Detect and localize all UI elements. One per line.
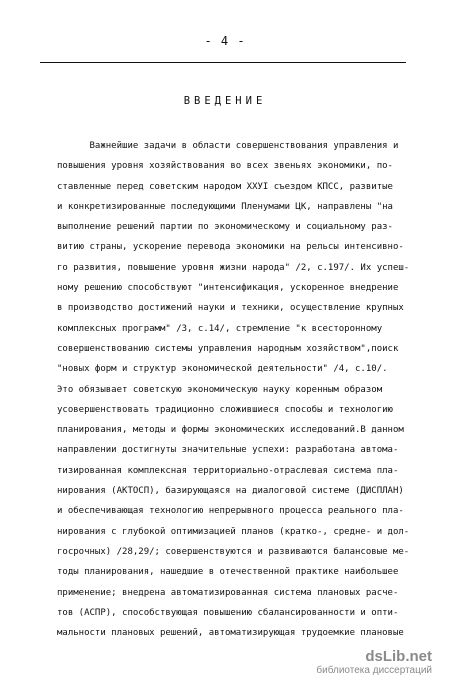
text-line: "новых форм и структур экономической деятельности" /4, с.10/. xyxy=(57,364,388,375)
text-line: Важнейшие задачи в области совершенствования управления и xyxy=(57,141,399,151)
text-line: го развития, повышение уровня жизни народа" /2, с.197/. Их успеш- xyxy=(57,262,410,273)
text-line: тов (АСПР), способствующая повышению сбалансированности и опти- xyxy=(57,607,399,618)
text-line: в производство достижений науки и техники, осуществление крупных xyxy=(57,303,404,314)
text-line: и обеспечивающая технологию непрерывного процесса реального пла- xyxy=(57,506,404,517)
text-line: комплексных программ" /3, с.14/, стремление "к всесторонному xyxy=(57,323,383,334)
text-line: выполнение решений партии по экономическому и социальному раз- xyxy=(57,222,393,233)
text-line: ному решению способствуют "интенсификация, ускоренное внедрение xyxy=(57,283,399,294)
watermark-caption: библиотека диссертаций xyxy=(316,665,432,676)
text-line: и конкретизированные последующими Пленумами ЦК, направлены "на xyxy=(57,201,393,212)
text-line: нирования с глубокой оптимизацией планов (кратко-, средне- и дол- xyxy=(57,526,410,537)
text-line: Это обязывает советскую экономическую науку коренным образом xyxy=(57,384,383,395)
text-line: планирования, методы и формы экономических исследований.В данном xyxy=(57,425,404,436)
body-text xyxy=(57,136,427,643)
header-divider xyxy=(40,62,406,63)
page-number: - 4 - xyxy=(204,34,246,48)
text-line: повышения уровня хозяйствования во всех звеньях экономики, по- xyxy=(57,161,393,172)
section-heading: ВВЕДЕНИЕ xyxy=(183,95,267,107)
text-line: мальности плановых решений, автоматизирующая трудоемкие плановые xyxy=(57,628,404,639)
text-line: тизированная комплексная территориально-отраслевая система пла- xyxy=(57,465,399,476)
text-line: усовершенствовать традиционно сложившиеся способы и технологию xyxy=(57,404,393,415)
text-line: тоды планирования, нашедшие в отечественной практике наибольшее xyxy=(57,567,399,578)
watermark xyxy=(316,648,432,676)
text-line: госрочных) /28,29/; совершенствуются и развиваются балансовые ме- xyxy=(57,546,410,557)
text-line: направлении достигнуты значительные успехи: разработана автома- xyxy=(57,445,399,456)
text-line: витию страны, ускорение перевода экономики на рельсы интенсивно- xyxy=(57,242,404,253)
watermark-brand: dsLib.net xyxy=(365,648,432,665)
text-line: нирования (АКТОСП), базирующаяся на диалоговой системе (ДИСПЛАН) xyxy=(57,486,404,497)
text-line: применение; внедрена автоматизированная система плановых расче- xyxy=(57,587,399,598)
text-line: совершенствованию системы управления народным хозяйством",поиск xyxy=(57,343,399,354)
text-line: ставленные перед советским народом XXУI съездом КПСС, развитые xyxy=(57,181,393,192)
